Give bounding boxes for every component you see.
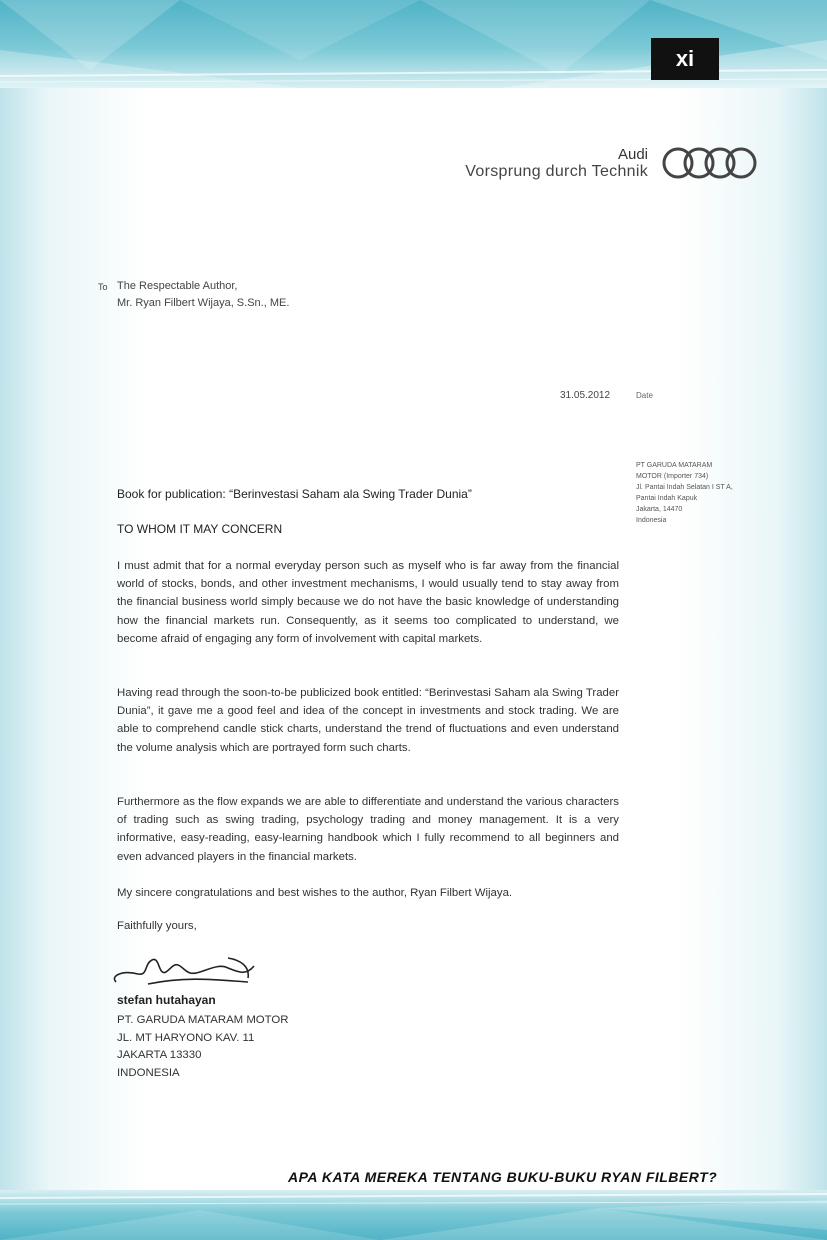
- signer-line: JAKARTA 13330: [117, 1049, 202, 1061]
- signer-line: PT. GARUDA MATARAM MOTOR: [117, 1014, 289, 1026]
- signer-line: INDONESIA: [117, 1066, 180, 1079]
- recipient: [117, 278, 289, 312]
- to-label: To: [98, 282, 108, 292]
- brand-slogan: Vorsprung durch Technik: [465, 163, 648, 180]
- recipient-line: Mr. Ryan Filbert Wijaya, S.Sn., ME.: [117, 297, 290, 309]
- letter-date: 31.05.2012: [560, 390, 611, 401]
- signer-line: JL. MT HARYONO KAV. 11: [117, 1031, 255, 1044]
- recipient-line: The Respectable Author,: [117, 280, 238, 292]
- closing: Faithfully yours,: [117, 920, 197, 932]
- salutation: TO WHOM IT MAY CONCERN: [117, 522, 283, 536]
- date-label: Date: [636, 391, 653, 400]
- signer-address: [117, 1012, 289, 1082]
- four-rings-icon: [660, 144, 760, 182]
- letter-subject: Book for publication: “Berinvestasi Saham ala Swing Trader Dunia”: [117, 487, 472, 501]
- body-paragraph: Having read through the soon-to-be publicized book entitled: “Berinvestasi Saham ala Swing Trader Dunia”, it gave me a good feel and idea of the concept in investments and stock trading. We are able to comprehend candle stick charts, understand the trend of fluctuations and even understand the volume analysis which are portrayed form such charts.: [117, 687, 619, 754]
- sender-address: PT GARUDA MATARAM MOTOR (Importer 734) Jl. Pantai Indah Selatan I ST A, Pantai Indah Kapuk Jakarta, 14470 Indonesia: [636, 462, 733, 524]
- brand-logo: [400, 142, 760, 186]
- body-paragraph: I must admit that for a normal everyday person such as myself who is far away from the financial world of stocks, bonds, and other investment mechanisms, I would usually tend to stay away from the financial business world simply because we do not have the basic knowledge of understanding how the financial markets run. Consequently, as it seems too complicated to understand, we become afraid of engaging any form of involvement with capital markets.: [117, 560, 619, 645]
- footer-title: APA KATA MEREKA TENTANG BUKU-BUKU RYAN FILBERT?: [288, 1169, 718, 1185]
- body-paragraph: Furthermore as the flow expands we are able to differentiate and understand the various characters of trading such as swing trading, psychology trading and money management. It is a very informative, easy-reading, easy-learning handbook which I fully recommend to all beginners and even advanced players in the financial markets.: [117, 796, 619, 863]
- page-number: xi: [651, 38, 719, 80]
- signature-icon: [108, 946, 258, 996]
- body-paragraph: My sincere congratulations and best wishes to the author, Ryan Filbert Wijaya.: [117, 887, 513, 899]
- brand-name: Audi: [617, 146, 648, 163]
- signer-name: stefan hutahayan: [117, 993, 216, 1007]
- footer-pattern-icon: [0, 1190, 827, 1240]
- footer-band: [0, 1190, 827, 1240]
